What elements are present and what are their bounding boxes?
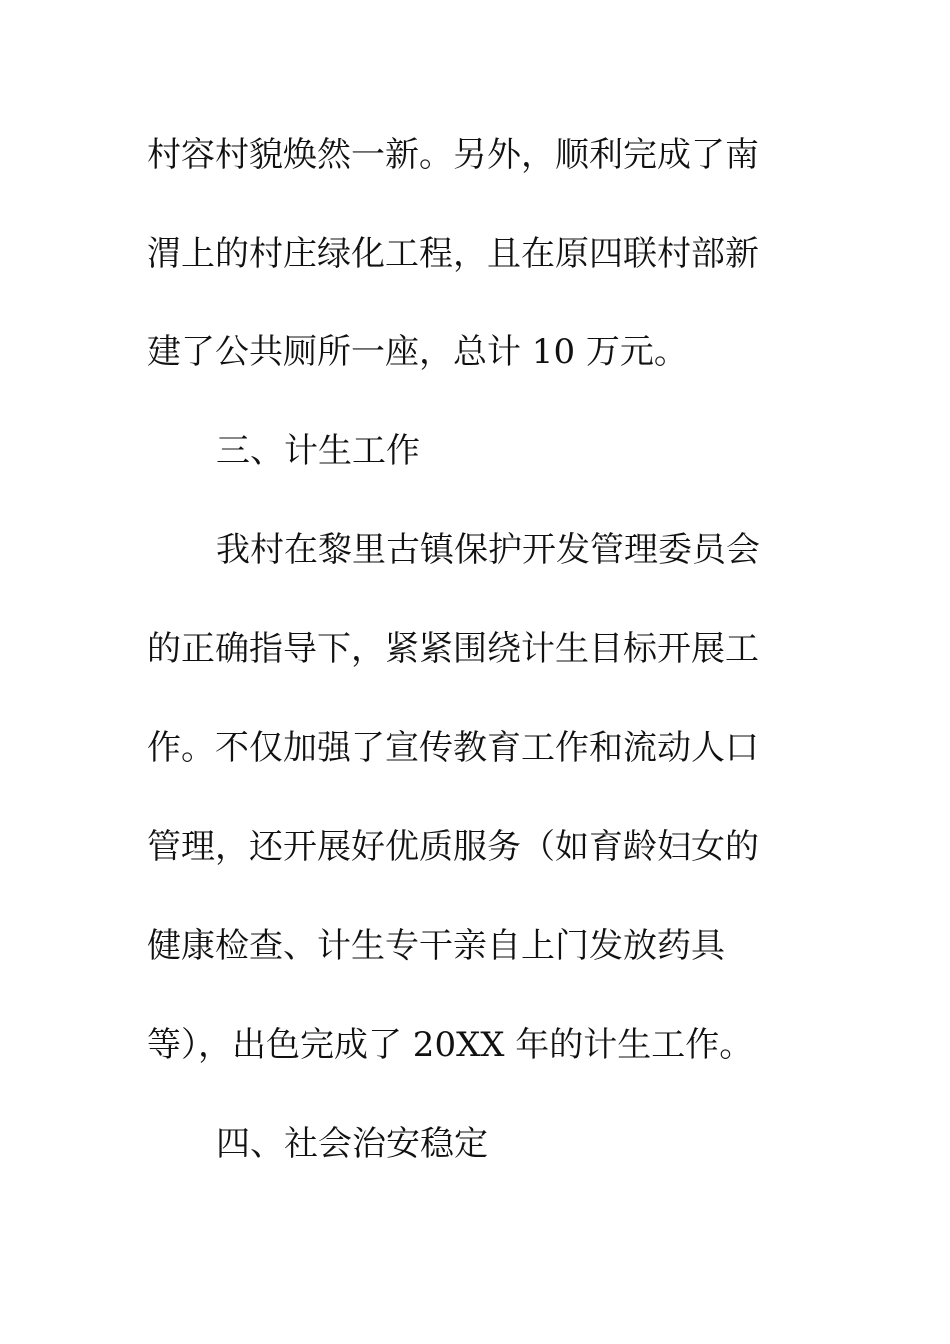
paragraph-line: 作。不仅加强了宣传教育工作和流动人口 bbox=[147, 728, 759, 768]
paragraph-line: 健康检查、计生专干亲自上门发放药具 bbox=[147, 926, 725, 966]
section-heading: 三、计生工作 bbox=[216, 431, 420, 471]
paragraph-line: 渭上的村庄绿化工程，且在原四联村部新 bbox=[147, 234, 759, 274]
paragraph-line: 我村在黎里古镇保护开发管理委员会 bbox=[216, 530, 760, 570]
paragraph-line: 的正确指导下，紧紧围绕计生目标开展工 bbox=[147, 629, 759, 669]
section-heading: 四、社会治安稳定 bbox=[216, 1124, 488, 1164]
paragraph-line: 等），出色完成了 20XX 年的计生工作。 bbox=[147, 1025, 754, 1065]
paragraph-line: 村容村貌焕然一新。另外，顺利完成了南 bbox=[147, 135, 759, 175]
paragraph-line: 建了公共厕所一座，总计 10 万元。 bbox=[147, 332, 688, 372]
paragraph-line: 管理，还开展好优质服务（如育龄妇女的 bbox=[147, 827, 759, 867]
